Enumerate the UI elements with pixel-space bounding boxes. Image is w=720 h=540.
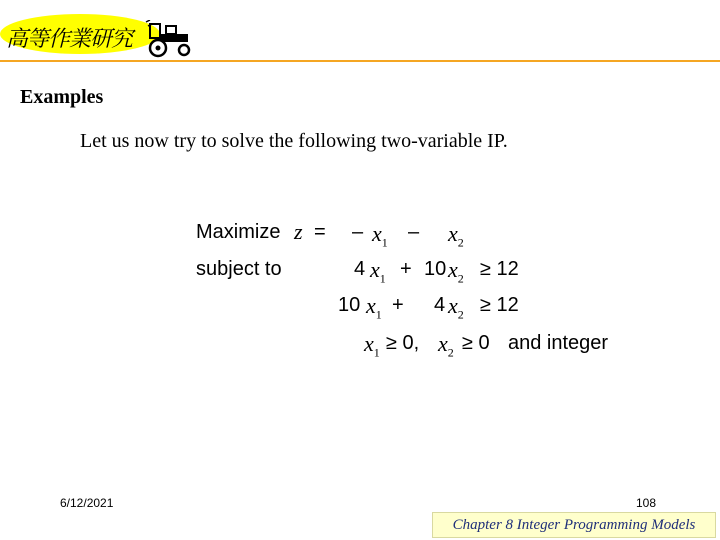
objective-eq: =: [314, 221, 326, 243]
integer-label: and integer: [508, 332, 609, 354]
logo-text: 高等作業研究: [6, 27, 133, 52]
c2-coef1: 10: [338, 294, 361, 316]
slide-heading: Examples: [20, 86, 104, 108]
c1-x1: $x_1$: [370, 257, 386, 286]
c1-x2: $x_2$: [448, 257, 464, 286]
c1-plus: +: [400, 258, 412, 280]
objective-x2: $x_2$: [448, 221, 464, 250]
c1-rel: ≥ 12: [480, 258, 519, 280]
objective-minus-2: –: [408, 221, 420, 243]
c2-rel: ≥ 12: [480, 294, 519, 316]
c2-coef2: 4: [434, 294, 446, 316]
footer-chapter-title: Chapter 8 Integer Programming Models: [432, 512, 716, 538]
ip-model: [196, 215, 636, 365]
objective-minus-1: –: [352, 221, 364, 243]
nn-x2: $x_2$: [438, 331, 454, 360]
objective-var: z: [294, 219, 303, 244]
c1-coef1: 4: [354, 258, 366, 280]
footer-date: 6/12/2021: [60, 496, 114, 510]
nn-rel1: ≥ 0,: [386, 332, 420, 354]
constraint-label: subject to: [196, 258, 282, 280]
nn-rel2: ≥ 0: [462, 332, 490, 354]
footer-page-number: 108: [636, 496, 657, 510]
objective-x1: $x_1$: [372, 221, 388, 250]
nn-x1: $x_1$: [364, 331, 380, 360]
objective-label: Maximize: [196, 221, 281, 243]
header-rule: [0, 60, 720, 62]
tractor-icon: [144, 20, 194, 58]
c2-x1: $x_1$: [366, 293, 382, 322]
c1-coef2: 10: [424, 258, 447, 280]
slide-intro: Let us now try to solve the following two-variable IP.: [80, 130, 508, 152]
c2-x2: $x_2$: [448, 293, 464, 322]
c2-plus: +: [392, 294, 404, 316]
